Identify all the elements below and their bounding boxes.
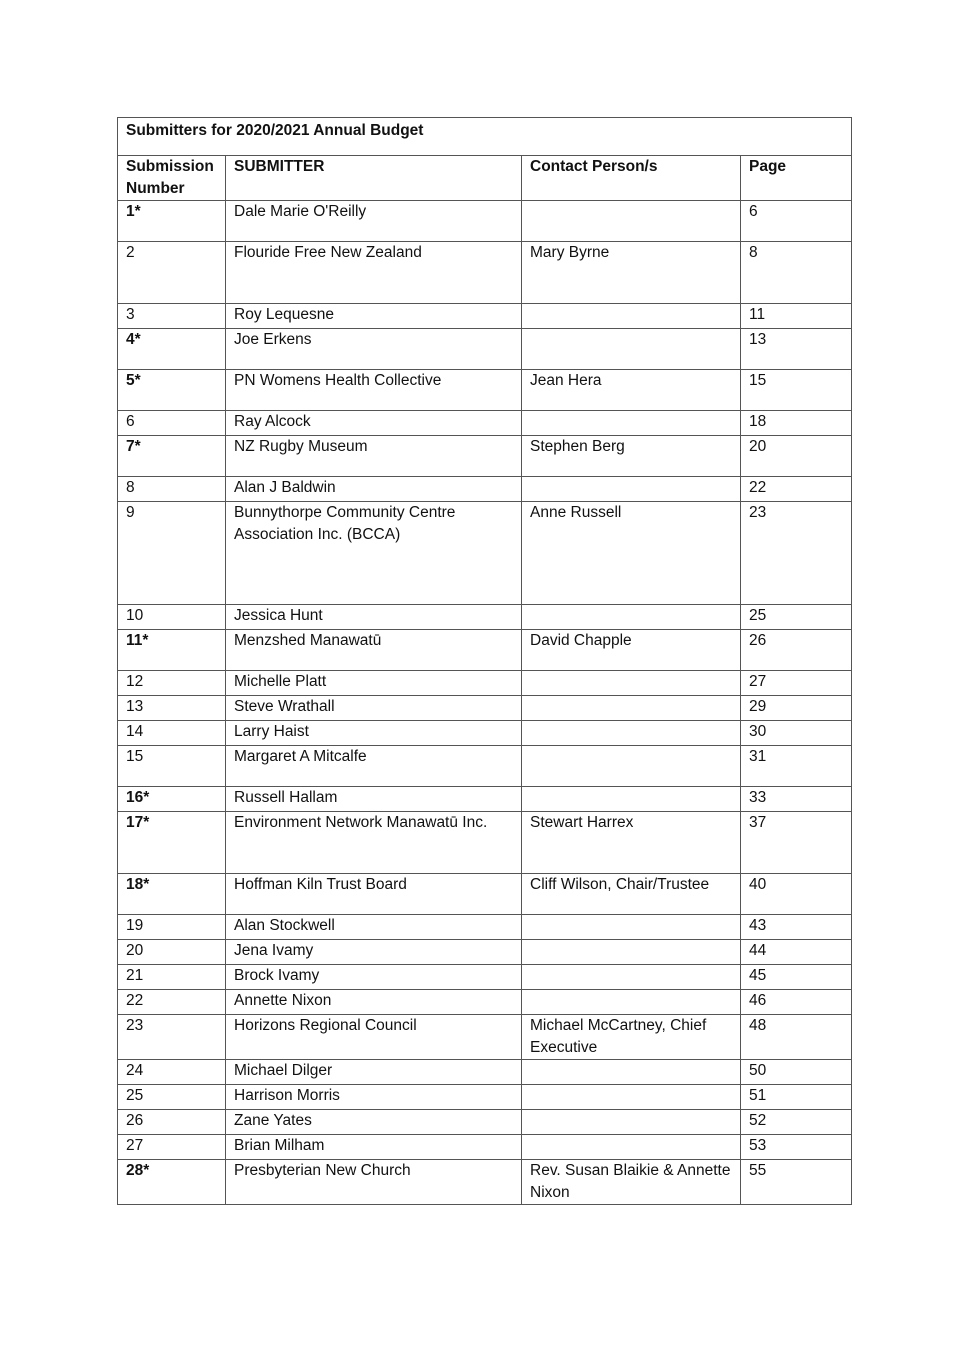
page-cell: 23	[741, 502, 852, 605]
contact-cell	[522, 915, 741, 940]
submission-number-cell: 26	[118, 1110, 226, 1135]
contact-cell: Michael McCartney, Chief Executive	[522, 1015, 741, 1060]
table-row	[118, 201, 852, 242]
submission-number-cell: 14	[118, 721, 226, 746]
table-row	[118, 242, 852, 304]
table-row	[118, 940, 852, 965]
submitter-cell: PN Womens Health Collective	[226, 370, 522, 411]
contact-cell	[522, 787, 741, 812]
contact-cell	[522, 990, 741, 1015]
table-row	[118, 502, 852, 605]
submitter-cell: Zane Yates	[226, 1110, 522, 1135]
table-row	[118, 721, 852, 746]
table-row	[118, 477, 852, 502]
table-row	[118, 787, 852, 812]
contact-cell	[522, 965, 741, 990]
table-row	[118, 1085, 852, 1110]
contact-cell: Jean Hera	[522, 370, 741, 411]
submitter-cell: Joe Erkens	[226, 329, 522, 370]
page-cell: 53	[741, 1135, 852, 1160]
contact-cell	[522, 1060, 741, 1085]
submission-number-cell: 5*	[118, 370, 226, 411]
contact-cell	[522, 605, 741, 630]
contact-cell: Stewart Harrex	[522, 812, 741, 874]
contact-cell	[522, 746, 741, 787]
contact-cell	[522, 696, 741, 721]
header-submission-number: Submission Number	[118, 156, 226, 201]
page-cell: 30	[741, 721, 852, 746]
submitter-cell: Alan J Baldwin	[226, 477, 522, 502]
submission-number-cell: 1*	[118, 201, 226, 242]
table-row	[118, 965, 852, 990]
submission-number-cell: 16*	[118, 787, 226, 812]
submission-number-cell: 22	[118, 990, 226, 1015]
submission-number-cell: 17*	[118, 812, 226, 874]
page-cell: 29	[741, 696, 852, 721]
submission-number-cell: 19	[118, 915, 226, 940]
page-cell: 55	[741, 1160, 852, 1205]
submitter-cell: Brock Ivamy	[226, 965, 522, 990]
submission-number-cell: 20	[118, 940, 226, 965]
header-submitter: SUBMITTER	[226, 156, 522, 201]
contact-cell	[522, 671, 741, 696]
page-cell: 6	[741, 201, 852, 242]
submitter-cell: Margaret A Mitcalfe	[226, 746, 522, 787]
page-cell: 43	[741, 915, 852, 940]
submission-number-cell: 27	[118, 1135, 226, 1160]
submitter-cell: Flouride Free New Zealand	[226, 242, 522, 304]
submitter-cell: Steve Wrathall	[226, 696, 522, 721]
page-cell: 51	[741, 1085, 852, 1110]
submitter-cell: Horizons Regional Council	[226, 1015, 522, 1060]
submission-number-cell: 28*	[118, 1160, 226, 1205]
table-row	[118, 370, 852, 411]
contact-cell: Stephen Berg	[522, 436, 741, 477]
table-row	[118, 329, 852, 370]
submission-number-cell: 8	[118, 477, 226, 502]
table-header-row	[118, 156, 852, 201]
table-row	[118, 874, 852, 915]
page-cell: 37	[741, 812, 852, 874]
submission-number-cell: 9	[118, 502, 226, 605]
table-row	[118, 746, 852, 787]
contact-cell: Rev. Susan Blaikie & Annette Nixon	[522, 1160, 741, 1205]
page-cell: 22	[741, 477, 852, 502]
table-row	[118, 915, 852, 940]
table-title-row	[118, 118, 852, 156]
submitter-cell: Russell Hallam	[226, 787, 522, 812]
table-row	[118, 1135, 852, 1160]
header-contact: Contact Person/s	[522, 156, 741, 201]
submitter-cell: Harrison Morris	[226, 1085, 522, 1110]
submitter-cell: Bunnythorpe Community Centre Association Inc. (BCCA)	[226, 502, 522, 605]
table-row	[118, 1015, 852, 1060]
submission-number-cell: 11*	[118, 630, 226, 671]
contact-cell	[522, 721, 741, 746]
submitter-cell: Menzshed Manawatū	[226, 630, 522, 671]
page-cell: 20	[741, 436, 852, 477]
table-row	[118, 696, 852, 721]
table-row	[118, 812, 852, 874]
contact-cell	[522, 411, 741, 436]
submission-number-cell: 13	[118, 696, 226, 721]
table-row	[118, 411, 852, 436]
contact-cell	[522, 1135, 741, 1160]
page-cell: 15	[741, 370, 852, 411]
submitter-cell: Jena Ivamy	[226, 940, 522, 965]
page-cell: 40	[741, 874, 852, 915]
submission-number-cell: 18*	[118, 874, 226, 915]
submission-number-cell: 21	[118, 965, 226, 990]
table-row	[118, 1060, 852, 1085]
submitter-cell: Annette Nixon	[226, 990, 522, 1015]
contact-cell	[522, 304, 741, 329]
page-cell: 25	[741, 605, 852, 630]
submission-number-cell: 25	[118, 1085, 226, 1110]
table-row	[118, 671, 852, 696]
table-row	[118, 1110, 852, 1135]
submitter-cell: Michael Dilger	[226, 1060, 522, 1085]
submission-number-cell: 15	[118, 746, 226, 787]
contact-cell	[522, 201, 741, 242]
contact-cell: Mary Byrne	[522, 242, 741, 304]
submission-number-cell: 12	[118, 671, 226, 696]
table-row	[118, 605, 852, 630]
submitter-cell: Jessica Hunt	[226, 605, 522, 630]
submitter-cell: Dale Marie O'Reilly	[226, 201, 522, 242]
submission-number-cell: 23	[118, 1015, 226, 1060]
page-cell: 33	[741, 787, 852, 812]
page-cell: 26	[741, 630, 852, 671]
submission-number-cell: 10	[118, 605, 226, 630]
submitter-cell: Environment Network Manawatū Inc.	[226, 812, 522, 874]
submitter-cell: Alan Stockwell	[226, 915, 522, 940]
table-title: Submitters for 2020/2021 Annual Budget	[118, 118, 852, 156]
page-cell: 52	[741, 1110, 852, 1135]
page-cell: 27	[741, 671, 852, 696]
submitter-cell: NZ Rugby Museum	[226, 436, 522, 477]
contact-cell	[522, 477, 741, 502]
contact-cell: David Chapple	[522, 630, 741, 671]
page-cell: 46	[741, 990, 852, 1015]
contact-cell	[522, 940, 741, 965]
contact-cell	[522, 1110, 741, 1135]
submission-number-cell: 4*	[118, 329, 226, 370]
table-row	[118, 436, 852, 477]
page-cell: 45	[741, 965, 852, 990]
submitter-cell: Roy Lequesne	[226, 304, 522, 329]
submission-number-cell: 6	[118, 411, 226, 436]
page-cell: 8	[741, 242, 852, 304]
page-cell: 48	[741, 1015, 852, 1060]
submission-number-cell: 24	[118, 1060, 226, 1085]
page-cell: 13	[741, 329, 852, 370]
table-row	[118, 990, 852, 1015]
submission-number-cell: 3	[118, 304, 226, 329]
contact-cell	[522, 1085, 741, 1110]
contact-cell: Cliff Wilson, Chair/Trustee	[522, 874, 741, 915]
contact-cell: Anne Russell	[522, 502, 741, 605]
submission-number-cell: 7*	[118, 436, 226, 477]
submitter-cell: Hoffman Kiln Trust Board	[226, 874, 522, 915]
table-row	[118, 630, 852, 671]
submitter-cell: Michelle Platt	[226, 671, 522, 696]
page-cell: 31	[741, 746, 852, 787]
submitter-cell: Ray Alcock	[226, 411, 522, 436]
submission-number-cell: 2	[118, 242, 226, 304]
submitter-cell: Larry Haist	[226, 721, 522, 746]
submitters-table	[117, 117, 852, 1205]
submitter-cell: Brian Milham	[226, 1135, 522, 1160]
page-cell: 50	[741, 1060, 852, 1085]
page-cell: 18	[741, 411, 852, 436]
page-cell: 44	[741, 940, 852, 965]
page-cell: 11	[741, 304, 852, 329]
contact-cell	[522, 329, 741, 370]
submitter-cell: Presbyterian New Church	[226, 1160, 522, 1205]
table-row	[118, 304, 852, 329]
header-page: Page	[741, 156, 852, 201]
table-row	[118, 1160, 852, 1205]
